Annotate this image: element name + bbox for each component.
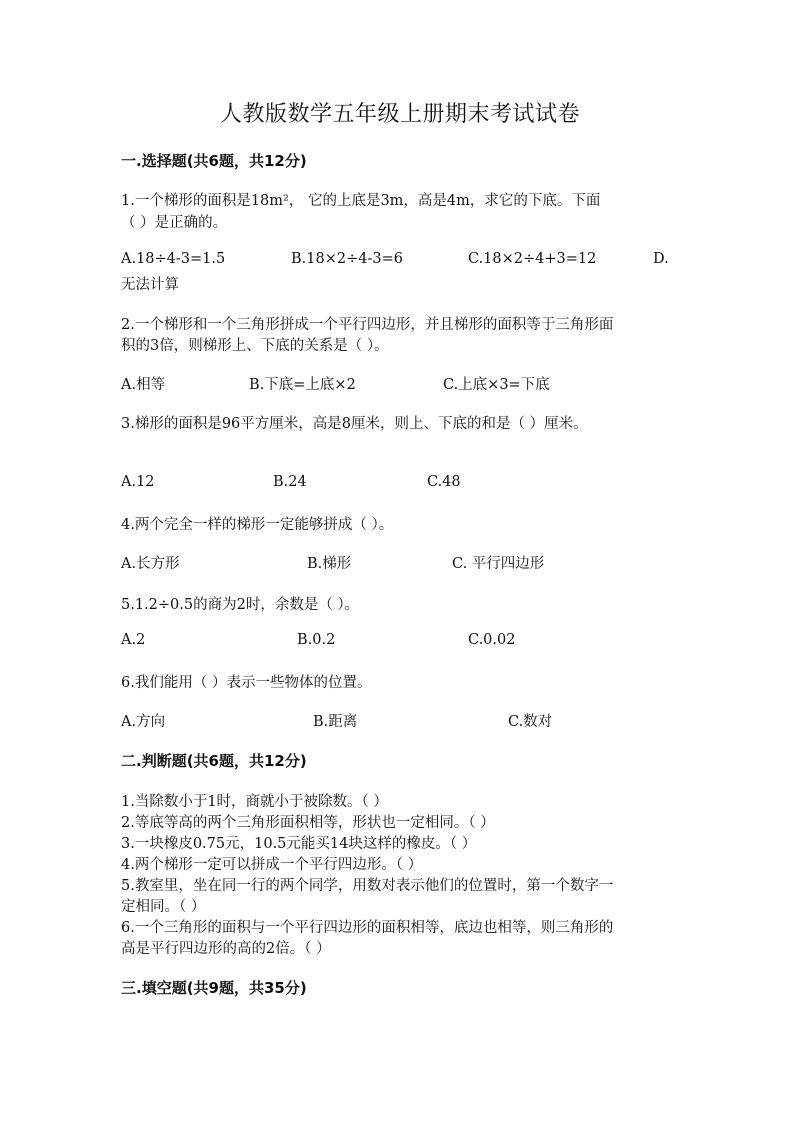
question-1-option-c: C.18×2÷4+3=12 (468, 251, 597, 267)
question-6-option-b: B.距离 (313, 714, 358, 730)
judge-item-6-cont: 高是平行四边形的高的2倍。（ ） (121, 941, 331, 957)
question-2-text-cont: 积的3倍，则梯形上、下底的关系是（ ）。 (121, 338, 389, 354)
question-6-option-c: C.数对 (508, 714, 553, 730)
question-6-text: 6.我们能用（ ）表示一些物体的位置。 (121, 675, 372, 691)
question-3-option-c: C.48 (427, 474, 461, 490)
question-4-text: 4.两个完全一样的梯形一定能够拼成（ ）。 (121, 517, 394, 533)
question-4-option-a: A.长方形 (121, 556, 180, 572)
question-1-option-d: D. (653, 251, 669, 267)
section-heading-choice: 一.选择题(共6题，共12分) (121, 152, 307, 170)
page-title: 人教版数学五年级上册期末考试试卷 (219, 102, 580, 127)
question-1-text: 1.一个梯形的面积是18m²， 它的上底是3m，高是4m，求它的下底。下面 (121, 193, 601, 209)
question-5-text: 5.1.2÷0.5的商为2时，余数是（ ）。 (121, 597, 360, 613)
question-5-option-a: A.2 (121, 632, 146, 648)
section-heading-fill: 三.填空题(共9题，共35分) (121, 979, 307, 997)
judge-item-6: 6.一个三角形的面积与一个平行四边形的面积相等，底边也相等，则三角形的 (121, 920, 614, 936)
judge-item-5-cont: 定相同。（ ） (121, 899, 206, 915)
question-1-option-d-text: 无法计算 (121, 277, 179, 293)
question-3-option-b: B.24 (273, 474, 307, 490)
question-3-option-a: A.12 (121, 474, 155, 490)
question-4-option-c: C. 平行四边形 (452, 556, 545, 572)
judge-item-4: 4.两个梯形一定可以拼成一个平行四边形。（ ） (121, 857, 423, 873)
question-6-option-a: A.方向 (121, 714, 166, 730)
section-heading-judge: 二.判断题(共6题，共12分) (121, 752, 307, 770)
question-2-option-a: A.相等 (121, 377, 166, 393)
judge-item-1: 1.当除数小于1时，商就小于被除数。（ ） (121, 794, 388, 810)
judge-item-5: 5.教室里，坐在同一行的两个同学，用数对表示他们的位置时，第一个数字一 (121, 878, 614, 894)
question-3-text: 3.梯形的面积是96平方厘米，高是8厘米，则上、下底的和是（ ）厘米。 (121, 416, 588, 432)
question-2-option-b: B.下底=上底×2 (249, 377, 356, 393)
question-5-option-c: C.0.02 (468, 632, 516, 648)
question-5-option-b: B.0.2 (297, 632, 336, 648)
question-4-option-b: B.梯形 (307, 556, 352, 572)
judge-item-2: 2.等底等高的两个三角形面积相等，形状也一定相同。（ ） (121, 815, 495, 831)
judge-item-3: 3.一块橡皮0.75元，10.5元能买14块这样的橡皮。（ ） (121, 836, 477, 852)
question-1-text-cont: （ ）是正确的。 (121, 215, 228, 231)
question-1-option-a: A.18÷4-3=1.5 (121, 251, 226, 267)
question-2-option-c: C.上底×3=下底 (443, 377, 550, 393)
question-1-option-b: B.18×2÷4-3=6 (291, 251, 403, 267)
question-2-text: 2.一个梯形和一个三角形拼成一个平行四边形，并且梯形的面积等于三角形面 (121, 317, 614, 333)
